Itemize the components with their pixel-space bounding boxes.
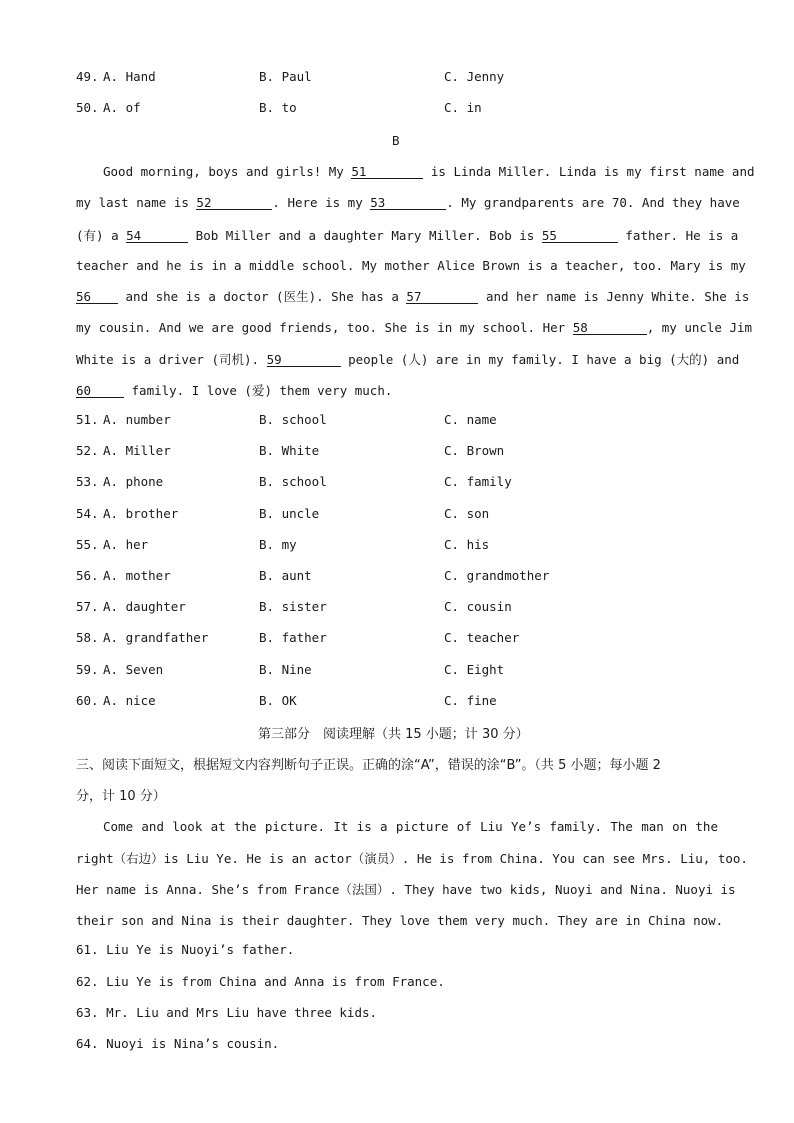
- question-number: 50.: [76, 100, 99, 115]
- question-number: 49.: [76, 69, 99, 84]
- option-a: A. nice: [103, 693, 156, 708]
- option-a: A. Miller: [103, 443, 171, 458]
- text: my cousin. And we are good friends, too. She is in my school. Her: [76, 320, 566, 335]
- option-c: C. grandmother: [444, 568, 550, 583]
- passage-line-3: [76, 226, 739, 244]
- blank-58: 58: [573, 321, 647, 335]
- text: . Here is my: [272, 195, 363, 210]
- option-a: A. grandfather: [103, 630, 209, 645]
- option-b: B. Paul: [259, 69, 312, 84]
- text: , my uncle Jim: [646, 320, 753, 335]
- option-c: C. son: [444, 506, 490, 521]
- option-c: C. teacher: [444, 630, 520, 645]
- option-c: C. fine: [444, 693, 497, 708]
- option-c: C. Jenny: [444, 69, 505, 84]
- section-label-b: B: [392, 133, 400, 148]
- question-number: 53.: [76, 474, 99, 489]
- question-number: 57.: [76, 599, 99, 614]
- blank-60: 60: [76, 384, 124, 398]
- blank-57: 57: [406, 290, 478, 304]
- option-b: B. sister: [259, 599, 327, 614]
- text: Bob Miller and a daughter Mary Miller. Bob is: [195, 228, 535, 243]
- option-a: A. mother: [103, 568, 171, 583]
- option-b: B. school: [259, 474, 327, 489]
- passage-line-4: teacher and he is in a middle school. My mother Alice Brown is a teacher, too. Mary is my: [76, 258, 746, 273]
- option-c: C. in: [444, 100, 482, 115]
- question-number: 56.: [76, 568, 99, 583]
- blank-51: 51: [351, 165, 423, 179]
- passage-line-8: [76, 381, 718, 399]
- text: White is a driver (司机).: [76, 352, 260, 367]
- text: (有) a: [76, 228, 119, 243]
- option-b: B. White: [259, 443, 320, 458]
- passage-line-2: [76, 195, 740, 210]
- blank-53: 53: [370, 196, 446, 210]
- option-b: B. aunt: [259, 568, 312, 583]
- option-a: A. Seven: [103, 662, 164, 677]
- option-a: A. daughter: [103, 599, 186, 614]
- statement-62: 62. Liu Ye is from China and Anna is from France.: [76, 974, 445, 989]
- reading-line-3: Her name is Anna. She’s from France（法国）. They have two kids, Nuoyi and Nina. Nuoyi is: [76, 882, 736, 897]
- blank-59: 59: [267, 353, 341, 367]
- text: and her name is Jenny White. She is: [485, 289, 750, 304]
- passage-line-7: [76, 350, 740, 368]
- question-number: 59.: [76, 662, 99, 677]
- instruction-line-2: 分，计 10 分）: [76, 789, 166, 804]
- text: . My grandparents are 70. And they have: [446, 195, 740, 210]
- option-a: A. number: [103, 412, 171, 427]
- passage-line-5: [76, 287, 750, 305]
- question-number: 60.: [76, 693, 99, 708]
- blank-56: 56: [76, 290, 118, 304]
- option-a: A. her: [103, 537, 149, 552]
- option-b: B. Nine: [259, 662, 312, 677]
- text: my last name is: [76, 195, 189, 210]
- option-b: B. OK: [259, 693, 297, 708]
- question-number: 51.: [76, 412, 99, 427]
- option-c: C. Eight: [444, 662, 505, 677]
- option-a: A. phone: [103, 474, 164, 489]
- text: and she is a doctor (医生). She has a: [125, 289, 399, 304]
- text: father. He is a: [625, 228, 739, 243]
- text: people (人) are in my family. I have a big (大的) and: [348, 352, 740, 367]
- statement-63: 63. Mr. Liu and Mrs Liu have three kids.: [76, 1005, 378, 1020]
- text: family. I love (爱) them very much.: [131, 383, 393, 398]
- question-number: 58.: [76, 630, 99, 645]
- option-c: C. his: [444, 537, 490, 552]
- option-b: B. uncle: [259, 506, 320, 521]
- option-a: A. of: [103, 100, 141, 115]
- question-number: 54.: [76, 506, 99, 521]
- blank-55: 55: [542, 229, 618, 243]
- option-c: C. cousin: [444, 599, 512, 614]
- option-c: C. name: [444, 412, 497, 427]
- option-c: C. family: [444, 474, 512, 489]
- option-a: A. Hand: [103, 69, 156, 84]
- option-b: B. school: [259, 412, 327, 427]
- passage-line-6: [76, 320, 753, 335]
- statement-64: 64. Nuoyi is Nina’s cousin.: [76, 1036, 280, 1051]
- section-heading: 第三部分 阅读理解（共 15 小题；计 30 分）: [258, 727, 529, 742]
- option-b: B. to: [259, 100, 297, 115]
- option-a: A. brother: [103, 506, 179, 521]
- blank-52: 52: [196, 196, 272, 210]
- statement-61: 61. Liu Ye is Nuoyi’s father.: [76, 942, 295, 957]
- text: Good morning, boys and girls! My: [103, 164, 344, 179]
- instruction-line-1: 三、阅读下面短文，根据短文内容判断句子正误。正确的涂“A”，错误的涂“B”。（共 5 小题；每小题 2: [76, 758, 661, 773]
- reading-line-2: right（右边）is Liu Ye. He is an actor（演员）. He is from China. You can see Mrs. Liu, too.: [76, 851, 748, 866]
- option-c: C. Brown: [444, 443, 505, 458]
- option-b: B. my: [259, 537, 297, 552]
- text: is Linda Miller. Linda is my first name and: [430, 164, 755, 179]
- question-number: 52.: [76, 443, 99, 458]
- option-b: B. father: [259, 630, 327, 645]
- question-number: 55.: [76, 537, 99, 552]
- passage-line-1: [103, 164, 755, 179]
- reading-line-4: their son and Nina is their daughter. They love them very much. They are in China now.: [76, 913, 724, 928]
- reading-line-1: Come and look at the picture. It is a picture of Liu Ye’s family. The man on the: [103, 819, 718, 834]
- blank-54: 54: [126, 229, 188, 243]
